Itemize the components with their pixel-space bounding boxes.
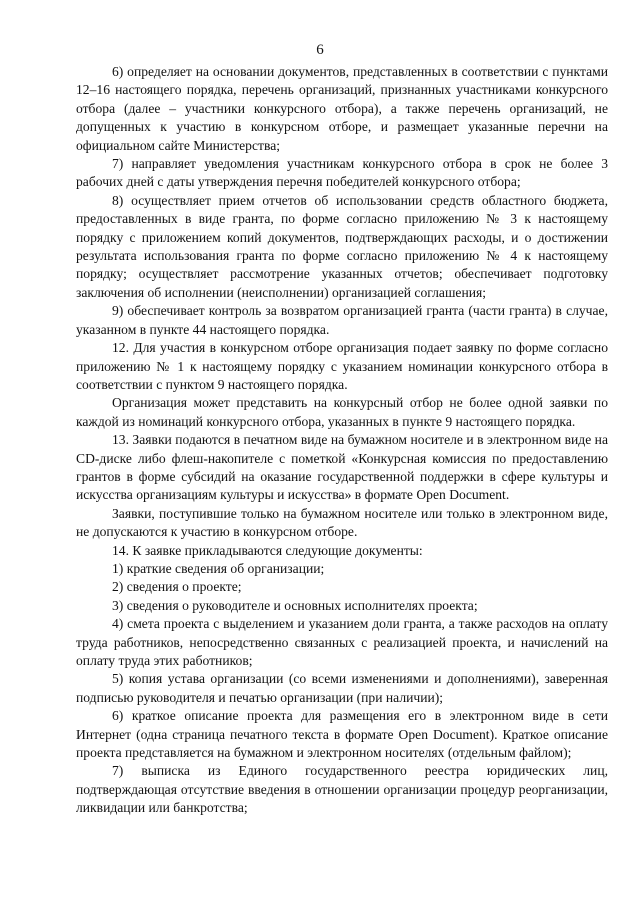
- paragraph-item-6-define-participants: 6) определяет на основании документов, представленных в соответствии с пунктами 12–16 настоящего порядка, перечень организаций, признанных участниками конкурсного отбора (далее – участники конкурсного отбора), а также перечень организаций, не допущенных к участию в конкурсном отборе, и размещает указанные перечни на официальном сайте Министерства;: [76, 64, 608, 153]
- paragraph-item-7-notifications: 7) направляет уведомления участникам конкурсного отбора в срок не более 3 рабочих дней с даты утверждения перечня победителей конкурсного отбора;: [76, 156, 608, 190]
- paragraph-clause-13-restriction: Заявки, поступившие только на бумажном носителе или только в электронном виде, не допускаются к участию в конкурсном отборе.: [76, 505, 608, 540]
- list-item-7-registry-extract: 7) выписка из Единого государственного реестра юридических лиц, подтверждающая отсутствие введения в отношении организации процедур реорганизации, ликвидации или банкротства;: [76, 763, 608, 816]
- paragraph-clause-12-limit: Организация может представить на конкурсный отбор не более одной заявки по каждой из номинаций конкурсного отбора, указанных в пункте 9 настоящего порядка.: [76, 395, 608, 429]
- document-body: [76, 63, 608, 818]
- list-item-2-project-info: 2) сведения о проекте;: [112, 579, 242, 595]
- list-item-3-team-info: 3) сведения о руководителе и основных исполнителях проекта;: [112, 597, 478, 613]
- paragraph-item-9-control: 9) обеспечивает контроль за возвратом организацией гранта (части гранта) в случае, указанном в пункте 44 настоящего порядка.: [76, 303, 608, 337]
- paragraph-clause-13: 13. Заявки подаются в печатном виде на бумажном носителе и в электронном виде на CD-диске либо флеш-накопителе с пометкой «Конкурсная комиссия по предоставлению грантов в форме субсидий на оказание государственной поддержки в сфере культуры и искусства организациям культуры и искусства» в формате Open Document.: [76, 432, 608, 503]
- list-item-6-project-summary: 6) краткое описание проекта для размещения его в электронном виде в сети Интернет (одна страница печатного текста в формате Open Document). Краткое описание проекта представляется на бумажном и электронном носителях (отдельным файлом);: [76, 708, 608, 761]
- list-item-4-budget: 4) смета проекта с выделением и указанием доли гранта, а также расходов на оплату труда работников, непосредственно связанных с реализацией проекта, и начислений на оплату труда этих работников;: [76, 616, 608, 668]
- paragraph-clause-14: 14. К заявке прикладываются следующие документы:: [112, 542, 423, 558]
- list-item-5-charter-copy: 5) копия устава организации (со всеми изменениями и дополнениями), заверенная подписью руководителя и печатью организации (при наличии);: [76, 671, 608, 705]
- list-item-1-organization-info: 1) краткие сведения об организации;: [112, 560, 325, 576]
- page-number: 6: [316, 42, 324, 58]
- paragraph-clause-12: 12. Для участия в конкурсном отборе организация подает заявку по форме согласно приложению № 1 к настоящему порядку с указанием номинации конкурсного отбора в соответствии с пунктом 9 настоящего порядка.: [76, 340, 608, 392]
- paragraph-item-8-reports: 8) осуществляет прием отчетов об использовании средств областного бюджета, предоставленных в виде гранта, по форме согласно приложению № 3 к настоящему порядку с приложением копий документов, подтверждающих расходы, и о достижении результата использования гранта по форме согласно приложению № 4 к настоящему порядку; осуществляет рассмотрение указанных отчетов; обеспечивает подготовку заключения об исполнении (неисполнении) организацией соглашения;: [76, 192, 608, 300]
